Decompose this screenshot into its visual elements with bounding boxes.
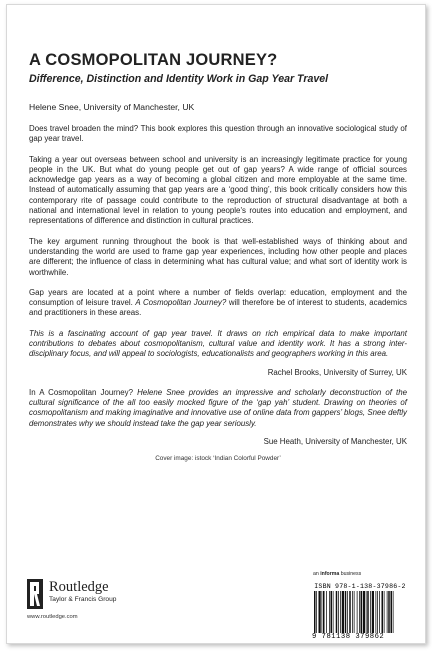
blurb-text: will therefore be of interest to students, academics and practitioners in these areas.	[29, 298, 407, 318]
blurb-paragraph: The key argument running throughout the book is that well-established ways of thinking about and understanding the world are used to frame gap year experiences, including how other people and places are different; the influence of class in determining what has cultural value; and what sort of identity work is worthwhile.	[29, 236, 407, 277]
publisher-name: Routledge	[49, 579, 109, 595]
cover-image-credit: Cover image: istock ‘Indian Colorful Powder’	[155, 455, 281, 463]
blurb-paragraph: Does travel broaden the mind? This book explores this question through an innovative sociological study of gap year travel.	[29, 124, 407, 144]
isbn-label: ISBN 978-1-138-37986-2	[314, 583, 406, 590]
review-quote	[29, 388, 407, 429]
blurb-paragraph: Taking a year out overseas between school and university is an increasingly legitimate practice for young people in the UK. But what do young people get out of gap years? A wide range of official sources acknowledge gap years as a way of becoming a global citizen and more employable at the same time. Instead of automatically assuming that gap years are a ‘good thing’, this book critically considers how this contemporary rite of passage could contribute to the reproduction of structural disadvantage at both a national and international level in relation to young people's routes into education and employment, and representations of difference and distinction in cultural practices.	[29, 154, 407, 226]
book-back-cover	[6, 4, 426, 644]
publisher-group: Taylor & Francis Group	[49, 596, 117, 603]
publisher-url: www.routledge.com	[27, 614, 78, 620]
cover-content	[29, 51, 407, 462]
review-text: In A Cosmopolitan Journey?	[29, 387, 138, 397]
informa-brand: informa	[320, 571, 340, 577]
blurb-paragraph	[29, 288, 407, 319]
book-title-italic: A Cosmopolitan Journey?	[135, 298, 227, 308]
review-attribution: Rachel Brooks, University of Surrey, UK	[267, 367, 407, 377]
review-text: Helene Snee provides an impressive and scholarly deconstruction of the cultural significance of the all too easily mocked figure of the ‘gap yah’ student. Drawing on theories of cosmopolitanism and making imaginative and innovative use of online data from gappers’ blogs, Snee deftly demonstrates why we should instead take the gap year seriously.	[29, 387, 407, 428]
routledge-logo-icon	[27, 579, 43, 609]
book-subtitle: Difference, Distinction and Identity Work in Gap Year Travel	[29, 73, 329, 85]
review-attribution: Sue Heath, University of Manchester, UK	[263, 436, 407, 446]
isbn-digits: 9 781138 379862	[312, 633, 385, 641]
barcode-image	[312, 591, 408, 633]
author-line: Helene Snee, University of Manchester, UK	[29, 102, 195, 112]
book-title: A COSMOPOLITAN JOURNEY?	[29, 51, 278, 69]
isbn-barcode-block	[312, 583, 408, 641]
review-quote: This is a fascinating account of gap year travel. It draws on rich empirical data to make important contributions to debates about cosmopolitanism, cultural value and identity work. It has a strong inter-disciplinary focus, and will appeal to sociologists, educationalists and geographers working in this area.	[29, 328, 407, 359]
informa-business-label: an informa business	[313, 571, 362, 577]
blurb-text: Gap years are located at a point where a number of fields overlap: education, employment and the consumption of leisure travel.	[29, 287, 407, 308]
